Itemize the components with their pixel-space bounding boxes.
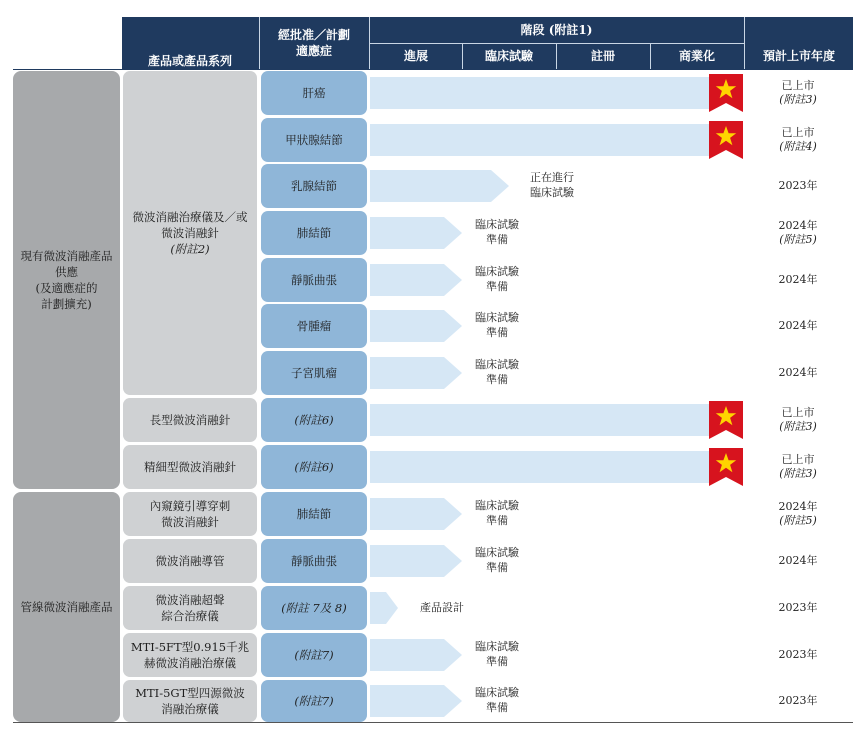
- header-indication: 經批准／計劃 適應症: [277, 28, 350, 58]
- indication-cell: 乳腺結節: [261, 164, 367, 208]
- header-divider: [370, 43, 744, 44]
- header-clinical: 臨床試驗: [484, 49, 533, 63]
- progress-bar-commercial: [370, 451, 710, 483]
- product-mti-5gt: MTI-5GT型四源微波 消融治療儀: [123, 680, 257, 722]
- header-product-series: 產品或產品系列: [147, 54, 232, 68]
- stage-status-text: 臨床試驗 準備: [475, 499, 519, 527]
- launch-year-cell: [745, 680, 851, 722]
- indication-cell: 靜脈曲張: [261, 258, 367, 302]
- launch-year: 2023年: [778, 694, 818, 707]
- progress-arrow-prep: [370, 498, 462, 530]
- header-bottom-rule: [13, 69, 853, 70]
- stage-status-text: 臨床試驗 準備: [475, 311, 519, 339]
- launch-year-note: (附註3): [779, 420, 817, 433]
- launch-year-cell: [745, 445, 851, 489]
- launch-year: 2024年: [778, 273, 818, 286]
- progress-bar-commercial: [370, 404, 710, 436]
- header-divider: [744, 17, 745, 69]
- star-flag-icon: [709, 401, 743, 439]
- product-label: 微波消融治療儀及／或 微波消融針: [132, 210, 248, 240]
- indication-cell: 肺結節: [261, 211, 367, 255]
- product-catheter: 微波消融導管: [123, 539, 257, 583]
- indication-cell: (附註7): [261, 680, 367, 722]
- stage-status-text: 正在進行 臨床試驗: [530, 171, 574, 199]
- indication-cell: 骨腫瘤: [261, 304, 367, 348]
- stage-status-text: 臨床試驗 準備: [475, 265, 519, 293]
- launch-year-cell: [745, 164, 851, 208]
- launch-year-cell: [745, 586, 851, 630]
- launch-year: 2024年: [778, 554, 818, 567]
- header-stage: 階段 (附註1): [520, 23, 593, 37]
- progress-arrow-prep: [370, 357, 462, 389]
- launch-year-cell: [745, 118, 851, 162]
- progress-bar-commercial: [370, 77, 710, 109]
- progress-arrow-clinical: [370, 170, 509, 202]
- product-long-needle: 長型微波消融針: [123, 398, 257, 442]
- launch-year-cell: [745, 398, 851, 442]
- indication-cell: (附註6): [261, 445, 367, 489]
- product-ultrasound-device: 微波消融超聲 綜合治療儀: [123, 586, 257, 630]
- progress-arrow-prep: [370, 264, 462, 296]
- indication-cell: (附註 7及 8): [261, 586, 367, 630]
- indication-cell: 肺結節: [261, 492, 367, 536]
- header-divider: [259, 17, 260, 69]
- header-progress: 進展: [403, 49, 428, 63]
- launch-year-cell: [745, 211, 851, 255]
- launch-year-note: (附註4): [779, 140, 817, 153]
- indication-cell: (附註6): [261, 398, 367, 442]
- header-divider: [462, 43, 463, 69]
- launch-year-cell: [745, 71, 851, 115]
- indication-cell: 肝癌: [261, 71, 367, 115]
- header-launch-year: 預計上市年度: [762, 49, 835, 63]
- launch-year-cell: [745, 351, 851, 395]
- launch-year: 已上市: [781, 453, 815, 466]
- progress-arrow-prep: [370, 217, 462, 249]
- header-divider: [556, 43, 557, 69]
- launch-year: 已上市: [781, 126, 815, 139]
- launch-year: 2024年: [778, 319, 818, 332]
- stage-status-text: 臨床試驗 準備: [475, 546, 519, 574]
- progress-arrow-prep: [370, 685, 462, 717]
- launch-year: 2024年: [778, 219, 818, 232]
- launch-year-note: (附註5): [779, 233, 817, 246]
- indication-cell: (附註7): [261, 633, 367, 677]
- launch-year: 已上市: [781, 406, 815, 419]
- group-existing-products: 現有微波消融產品 供應 (及適應症的 計劃擴充): [13, 71, 120, 489]
- launch-year: 2024年: [778, 500, 818, 513]
- launch-year: 2023年: [778, 179, 818, 192]
- launch-year-cell: [745, 633, 851, 677]
- launch-year-note: (附註3): [779, 467, 817, 480]
- progress-arrow-prep: [370, 310, 462, 342]
- launch-year: 2023年: [778, 648, 818, 661]
- launch-year: 已上市: [781, 79, 815, 92]
- product-endoscope-needle: 內窺鏡引導穿刺 微波消融針: [123, 492, 257, 536]
- stage-status-text: 臨床試驗 準備: [475, 686, 519, 714]
- progress-arrow-design: [370, 592, 398, 624]
- progress-arrow-prep: [370, 545, 462, 577]
- star-flag-icon: [709, 74, 743, 112]
- launch-year-note: (附註5): [779, 514, 817, 527]
- stage-status-text: 臨床試驗 準備: [475, 358, 519, 386]
- indication-cell: 子宮肌瘤: [261, 351, 367, 395]
- stage-status-text: 臨床試驗 準備: [475, 640, 519, 668]
- progress-bar-commercial: [370, 124, 710, 156]
- product-fine-needle: 精細型微波消融針: [123, 445, 257, 489]
- indication-cell: 靜脈曲張: [261, 539, 367, 583]
- launch-year: 2023年: [778, 601, 818, 614]
- launch-year-cell: [745, 258, 851, 302]
- launch-year-note: (附註3): [779, 93, 817, 106]
- table-bottom-rule: [13, 722, 853, 723]
- progress-arrow-prep: [370, 639, 462, 671]
- header-divider: [650, 43, 651, 69]
- launch-year-cell: [745, 539, 851, 583]
- group-pipeline-products: 管線微波消融產品: [13, 492, 120, 722]
- launch-year: 2024年: [778, 366, 818, 379]
- launch-year-cell: [745, 492, 851, 536]
- product-microwave-device-needle: [123, 71, 257, 395]
- header-registration: 註冊: [590, 49, 615, 63]
- star-flag-icon: [709, 448, 743, 486]
- header-commercial: 商業化: [678, 49, 715, 63]
- product-mti-5ft: MTI-5FT型0.915千兆 赫微波消融治療儀: [123, 633, 257, 677]
- product-note: (附註2): [170, 242, 210, 256]
- indication-cell: 甲狀腺結節: [261, 118, 367, 162]
- stage-status-text: 產品設計: [420, 601, 464, 614]
- stage-status-text: 臨床試驗 準備: [475, 218, 519, 246]
- launch-year-cell: [745, 304, 851, 348]
- star-flag-icon: [709, 121, 743, 159]
